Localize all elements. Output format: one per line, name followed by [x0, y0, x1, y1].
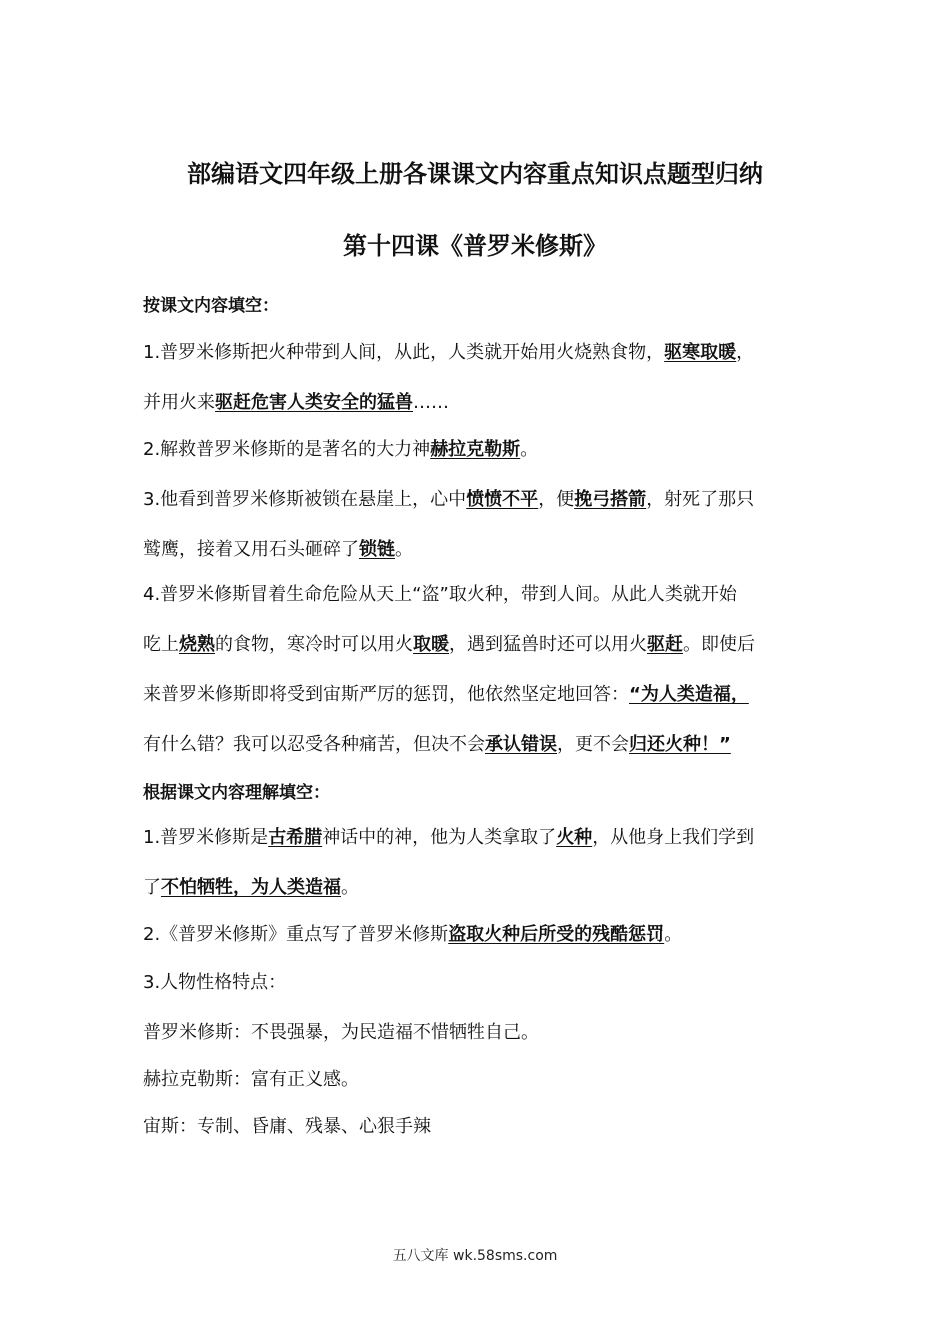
answer: 承认错误 [485, 734, 557, 755]
question-3-line-1: 3.他看到普罗米修斯被锁在悬崖上，心中愤愤不平，便挽弓搭箭，射死了那只 [143, 489, 755, 510]
question-1-line-1: 1.普罗米修斯把火种带到人间，从此，人类就开始用火烧熟食物，驱寒取暖， [143, 342, 755, 363]
answer: 取暖 [413, 634, 449, 655]
lesson-title: 第十四课《普罗米修斯》 [343, 232, 607, 260]
section-heading-fill-in: 按课文内容填空： [143, 296, 279, 316]
answer: 不怕牺牲，为人类造福 [161, 877, 341, 898]
answer: “为人类造福， [629, 684, 749, 705]
comprehension-1-line-1: 1.普罗米修斯是古希腊神话中的神，他为人类拿取了火种，从他身上我们学到 [143, 827, 755, 848]
answer: 古希腊 [268, 827, 323, 848]
document-title: 部编语文四年级上册各课课文内容重点知识点题型归纳 [187, 160, 763, 188]
answer: 驱赶危害人类安全的猛兽 [215, 392, 413, 413]
answer: 盗取火种后所受的残酷惩罚 [448, 924, 665, 945]
question-4-line-4: 有什么错？我可以忍受各种痛苦，但决不会承认错误，更不会归还火种！” [143, 734, 731, 755]
answer: 锁链 [359, 539, 395, 560]
question-2: 2.解救普罗米修斯的是著名的大力神赫拉克勒斯。 [143, 439, 539, 460]
answer: 赫拉克勒斯 [430, 439, 521, 460]
comprehension-1-line-2: 了不怕牺牲，为人类造福。 [143, 877, 359, 898]
comprehension-3: 3.人物性格特点： [143, 972, 287, 993]
section-heading-comprehension: 根据课文内容理解填空： [143, 783, 330, 803]
answer: 烧熟 [179, 634, 215, 655]
question-3-line-2: 鹫鹰，接着又用石头砸碎了锁链。 [143, 539, 413, 560]
comprehension-2: 2.《普罗米修斯》重点写了普罗米修斯盗取火种后所受的残酷惩罚。 [143, 924, 683, 945]
answer: 挽弓搭箭 [574, 489, 647, 510]
answer: 归还火种！” [629, 734, 731, 755]
answer: 驱寒取暖 [664, 342, 737, 363]
question-4-line-3: 来普罗米修斯即将受到宙斯严厉的惩罚，他依然坚定地回答：“为人类造福， [143, 684, 749, 705]
trait-zeus: 宙斯：专制、昏庸、残暴、心狠手辣 [143, 1116, 431, 1137]
answer: 火种 [556, 827, 593, 848]
footer-watermark: 五八文库 wk.58sms.com [392, 1248, 558, 1264]
trait-heracles: 赫拉克勒斯：富有正义感。 [143, 1069, 359, 1090]
question-4-line-1: 4.普罗米修斯冒着生命危险从天上“盗”取火种，带到人间。从此人类就开始 [143, 584, 737, 605]
answer: 愤愤不平 [466, 489, 539, 510]
trait-prometheus: 普罗米修斯：不畏强暴，为民造福不惜牺牲自己。 [143, 1022, 539, 1043]
question-4-line-2: 吃上烧熟的食物，寒冷时可以用火取暖，遇到猛兽时还可以用火驱赶。即使后 [143, 634, 755, 655]
question-1-line-2: 并用火来驱赶危害人类安全的猛兽…… [143, 392, 449, 413]
answer: 驱赶 [647, 634, 683, 655]
